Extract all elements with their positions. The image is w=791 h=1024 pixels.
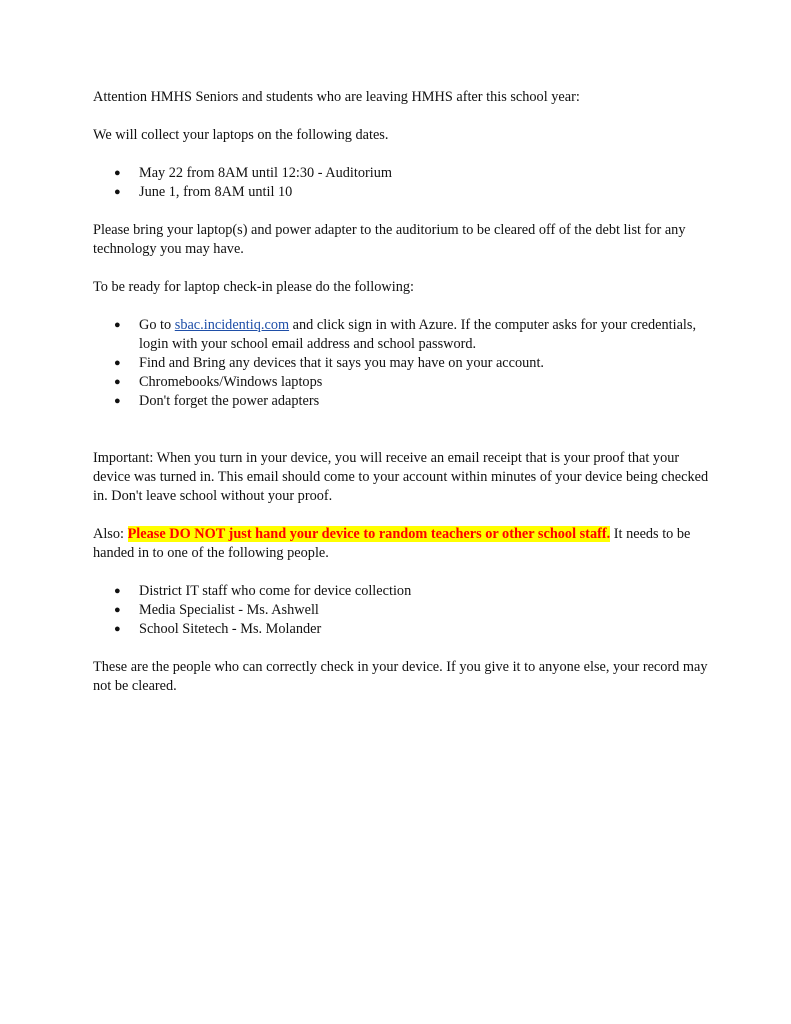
- closing-paragraph: These are the people who can correctly check in your device. If you give it to anyone else, your record may not be cleared.: [93, 659, 708, 694]
- collect-paragraph: We will collect your laptops on the following dates.: [93, 127, 389, 143]
- important-paragraph: Important: When you turn in your device, you will receive an email receipt that is your proof that your device was turned in. This email should come to your account within minutes of your device being checked in. Don't leave school without your proof.: [93, 450, 709, 504]
- bullet-icon: ●: [114, 357, 121, 369]
- date-item-2: June 1, from 8AM until 10: [139, 184, 293, 200]
- list-item: [93, 582, 713, 601]
- step1-prefix: Go to: [139, 317, 175, 333]
- list-item: [93, 373, 713, 392]
- list-item: [93, 392, 713, 411]
- step1-suffix: and click sign in with Azure. If the computer asks for your credentials, login with your school email address and school password.: [139, 317, 697, 352]
- bullet-icon: ●: [114, 319, 121, 331]
- step3-text: Chromebooks/Windows laptops: [139, 374, 323, 390]
- steps-list: [93, 316, 713, 411]
- also-suffix: It needs to be handed in to one of the following people.: [93, 526, 691, 561]
- also-prefix: Also:: [93, 526, 128, 542]
- bullet-icon: ●: [114, 186, 121, 198]
- list-item: [93, 164, 713, 183]
- intro-paragraph: Attention HMHS Seniors and students who are leaving HMHS after this school year:: [93, 89, 580, 105]
- person-item-3: School Sitetech - Ms. Molander: [139, 621, 322, 637]
- person-item-2: Media Specialist - Ms. Ashwell: [139, 602, 319, 618]
- bring-paragraph: Please bring your laptop(s) and power adapter to the auditorium to be cleared off of the debt list for any technology you may have.: [93, 222, 686, 257]
- dates-list: [93, 164, 713, 202]
- bullet-icon: ●: [114, 585, 121, 597]
- people-list: [93, 582, 713, 639]
- bullet-icon: ●: [114, 623, 121, 635]
- bullet-icon: ●: [114, 604, 121, 616]
- warning-highlight: Please DO NOT just hand your device to random teachers or other school staff.: [127, 526, 611, 542]
- date-item-1: May 22 from 8AM until 12:30 - Auditorium: [139, 165, 392, 181]
- bullet-icon: ●: [114, 167, 121, 179]
- step2-text: Find and Bring any devices that it says you may have on your account.: [139, 355, 544, 371]
- bullet-icon: ●: [114, 395, 121, 407]
- step4-text: Don't forget the power adapters: [139, 393, 320, 409]
- list-item: [93, 354, 713, 373]
- list-item: [93, 620, 713, 639]
- list-item: [93, 183, 713, 202]
- bullet-icon: ●: [114, 376, 121, 388]
- person-item-1: District IT staff who come for device collection: [139, 583, 412, 599]
- list-item: [93, 601, 713, 620]
- list-item: [93, 316, 713, 354]
- document-page: [93, 88, 713, 715]
- ready-paragraph: To be ready for laptop check-in please do the following:: [93, 279, 414, 295]
- also-paragraph: [93, 525, 713, 563]
- incidentiq-link[interactable]: sbac.incidentiq.com: [174, 317, 290, 333]
